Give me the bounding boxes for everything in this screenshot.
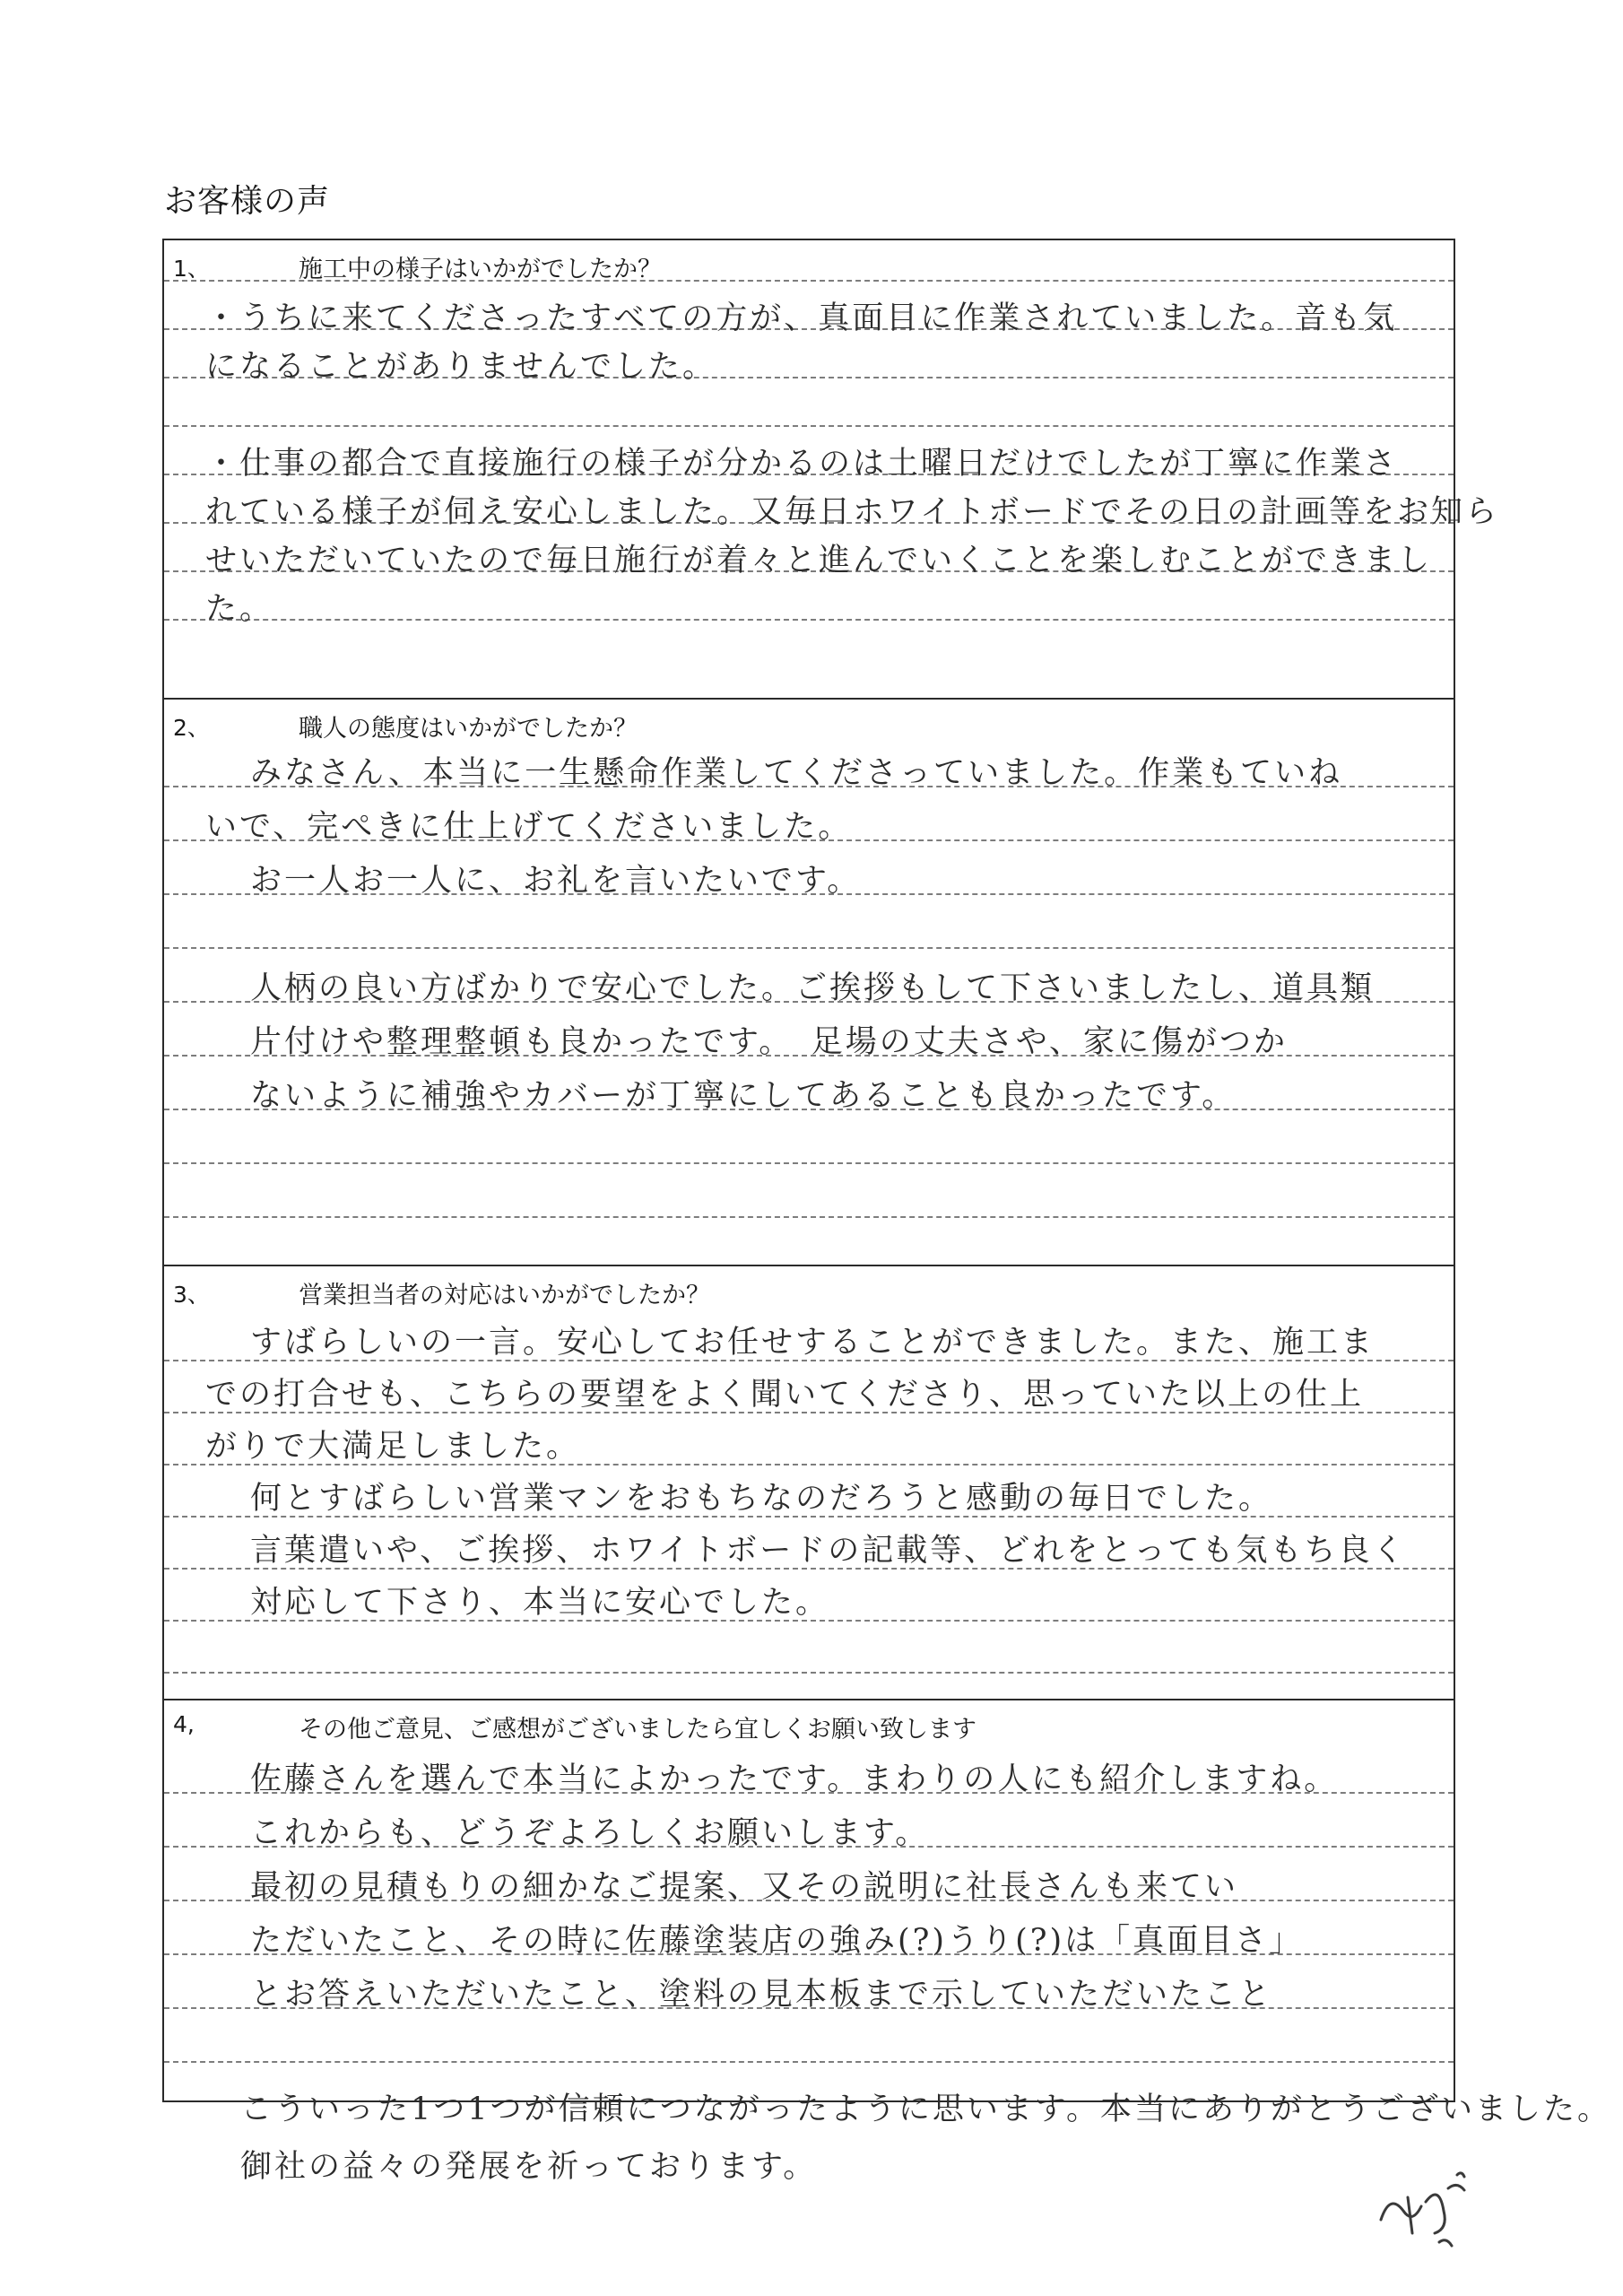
- section-4: [164, 1699, 1454, 2106]
- answer-line: せいただいていたので毎日施行が着々と進んでいくことを楽しむことができまし: [205, 543, 1433, 578]
- answer-line: れている様子が伺え安心しました。又毎日ホワイトボードでその日の計画等をお知ら: [205, 494, 1499, 530]
- question-text: その他ご意見、ご感想がございましたら宜しくお願い致します: [299, 1716, 976, 1744]
- closing-text: [0, 2081, 1611, 2196]
- question-number: 3、: [173, 1282, 210, 1308]
- answer-text: [164, 746, 1454, 1177]
- answer-line: 言葉遣いや、ご挨拶、ホワイトボードの記載等、どれをとっても気もち良く: [250, 1533, 1407, 1569]
- answer-text: [164, 1752, 1454, 2022]
- answer-line: ・うちに来てくださったすべての方が、真面目に作業されていました。音も気: [205, 300, 1398, 336]
- answer-line: 人柄の良い方ばかりで安心でした。ご挨拶もして下さいましたし、道具類: [250, 970, 1376, 1006]
- answer-line: た。: [205, 591, 274, 627]
- question-number: 2、: [173, 715, 210, 741]
- question-row: [164, 700, 1454, 743]
- question-row: [164, 240, 1454, 283]
- answer-line: ないように補強やカバーが丁寧にしてあることも良かったです。: [250, 1078, 1237, 1114]
- answer-line: ただいたこと、その時に佐藤塗装店の強み(?)うり(?)は「真面目さ」: [250, 1923, 1304, 1959]
- answer-line: での打合せも、こちらの要望をよく聞いてくださり、思っていた以上の仕上: [205, 1377, 1365, 1413]
- question-number: 4,: [173, 1711, 195, 1737]
- answer-line: 佐藤さんを選んで本当によかったです。まわりの人にも紹介しますね。: [250, 1761, 1339, 1797]
- answer-line: 何とすばらしい営業マンをおもちなのだろうと感動の毎日でした。: [250, 1481, 1273, 1517]
- question-row: [164, 1266, 1454, 1309]
- page-title: お客様の声: [164, 183, 331, 220]
- closing-line: こういった1つ1つが信頼につながったように思います。本当にありがとうございました。: [240, 2092, 1612, 2127]
- answer-line: すばらしいの一言。安心してお任せすることができました。また、施工ま: [250, 1325, 1376, 1361]
- answer-line: 片付けや整理整頓も良かったです。 足場の丈夫さや、家に傷がつか: [250, 1024, 1289, 1060]
- answer-line: [164, 908, 1454, 961]
- answer-text: [164, 294, 1499, 633]
- section-3: [164, 1265, 1454, 1700]
- answer-line: になることがありませんでした。: [205, 349, 717, 385]
- answer-line: [164, 391, 1454, 439]
- answer-line: 最初の見積もりの細かなご提案、又その説明に社長さんも来てい: [250, 1869, 1239, 1905]
- answer-line: がりで大満足しました。: [205, 1429, 581, 1465]
- answer-line: ・仕事の都合で直接施行の様子が分かるのは土曜日だけでしたが丁寧に作業さ: [205, 446, 1399, 482]
- closing-line: 御社の益々の発展を祈っております。: [240, 2149, 818, 2185]
- question-text: 営業担当者の対応はいかがでしたか？: [299, 1282, 710, 1309]
- question-row: [164, 1700, 1454, 1744]
- handwritten-signature: [1372, 2157, 1480, 2256]
- answer-line: お一人お一人に、お礼を言いたいです。: [250, 863, 862, 899]
- question-text: 職人の態度はいかがでしたか？: [299, 715, 638, 743]
- answer-text: [164, 1317, 1454, 1629]
- question-number: 1、: [173, 256, 210, 282]
- survey-form: [162, 239, 1499, 2102]
- answer-line: これからも、どうぞよろしくお願いします。: [250, 1815, 930, 1851]
- answer-line: とお答えいただいたこと、塗料の見本板まで示していただいたこと: [250, 1977, 1273, 2013]
- section-2: [164, 698, 1454, 1266]
- question-text: 施工中の様子はいかがでしたか？: [299, 256, 662, 283]
- answer-line: いで、完ぺきに仕上げてくださいました。: [205, 809, 853, 845]
- answer-line: 対応して下さり、本当に安心でした。: [250, 1585, 830, 1621]
- answer-line: [164, 1123, 1454, 1177]
- section-1: [164, 240, 1499, 698]
- answer-line: みなさん、本当に一生懸命作業してくださっていました。作業もていね: [250, 755, 1343, 791]
